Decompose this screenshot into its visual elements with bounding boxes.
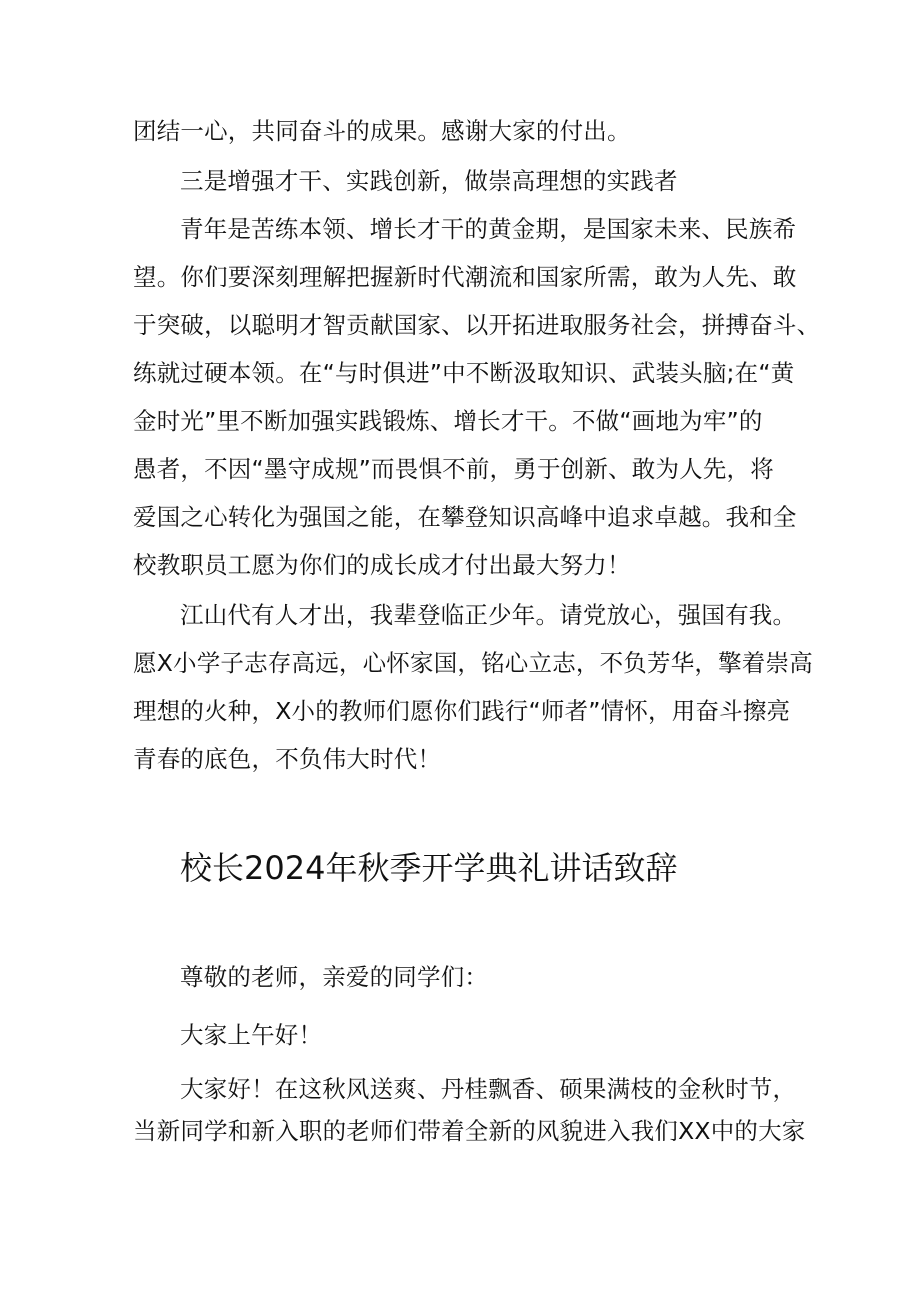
greeting-line: 大家上午好！ bbox=[180, 1021, 323, 1049]
paragraph-line: 青春的底色，不负伟大时代！ bbox=[133, 745, 442, 773]
paragraph-line: 大家好！在这秋风送爽、丹桂飘香、硕果满枝的金秋时节， bbox=[180, 1075, 797, 1103]
paragraph-line: 金时光”里不断加强实践锻炼、增长才干。不做“画地为牢”的 bbox=[133, 407, 763, 435]
paragraph-line: 爱国之心转化为强国之能，在攀登知识高峰中追求卓越。我和全 bbox=[133, 503, 797, 531]
paragraph-line: 练就过硬本领。在“与时俱进”中不断汲取知识、武装头脑;在“黄 bbox=[133, 359, 795, 387]
document-title: 校长2024年秋季开学典礼讲话致辞 bbox=[180, 849, 678, 887]
paragraph-line: 愚者，不因“墨守成规”而畏惧不前，勇于创新、敢为人先，将 bbox=[133, 455, 774, 483]
section-heading: 三是增强才干、实践创新，做崇高理想的实践者 bbox=[180, 167, 678, 195]
paragraph-line: 青年是苦练本领、增长才干的黄金期，是国家未来、民族希 bbox=[180, 215, 797, 243]
paragraph-line: 理想的火种，X小的教师们愿你们践行“师者”情怀，用奋斗擦亮 bbox=[133, 697, 791, 725]
paragraph-line: 愿X小学子志存高远，心怀家国，铭心立志，不负芳华，擎着崇高 bbox=[133, 649, 813, 677]
greeting-line: 尊敬的老师，亲爱的同学们： bbox=[180, 963, 489, 991]
paragraph-line: 江山代有人才出，我辈登临正少年。请党放心，强国有我。 bbox=[180, 601, 797, 629]
paragraph-line: 望。你们要深刻理解把握新时代潮流和国家所需，敢为人先、敢 bbox=[133, 263, 797, 291]
paragraph-line: 团结一心，共同奋斗的成果。感谢大家的付出。 bbox=[133, 117, 631, 145]
paragraph-line: 校教职员工愿为你们的成长成才付出最大努力！ bbox=[133, 551, 631, 579]
paragraph-line: 于突破，以聪明才智贡献国家、以开拓进取服务社会，拼搏奋斗、 bbox=[133, 311, 821, 339]
paragraph-line: 当新同学和新入职的老师们带着全新的风貌进入我们XX中的大家 bbox=[133, 1117, 806, 1145]
